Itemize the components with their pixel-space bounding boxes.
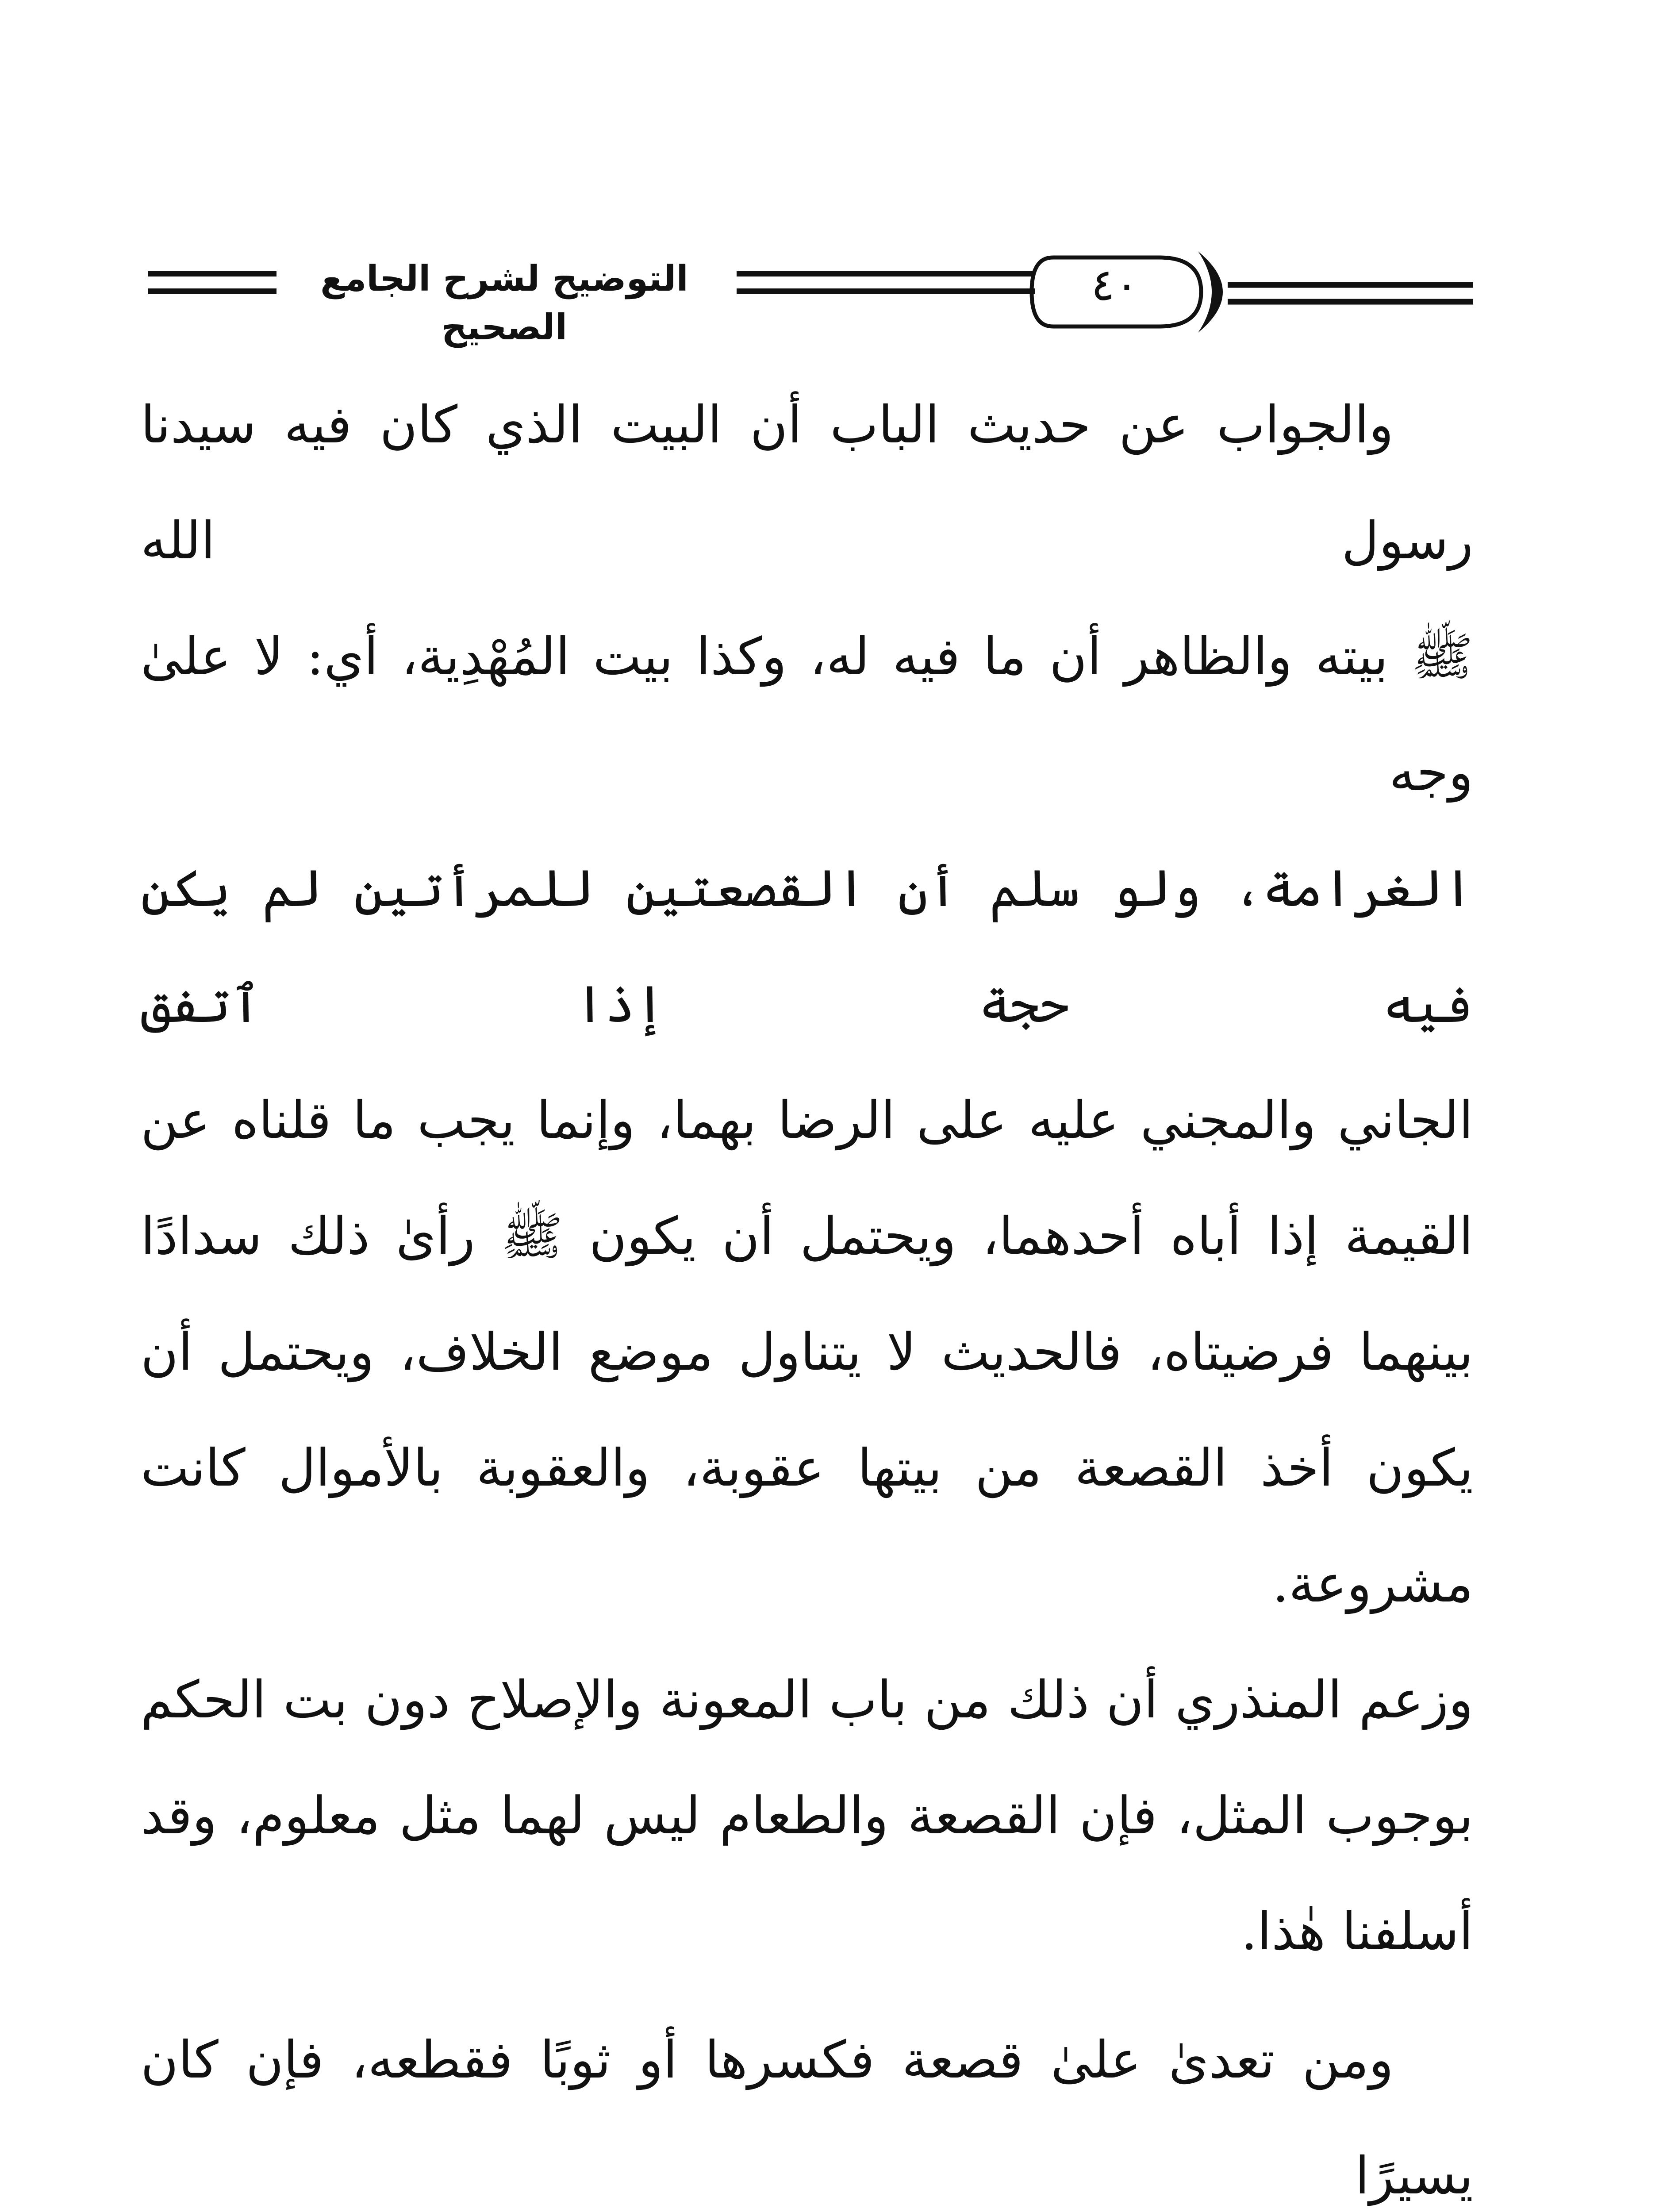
text-line: ﷺ بيته والظاهر أن ما فيه له، وكذا بيت المُهْدِية، أي: لا علىٰ وجه	[141, 627, 1473, 803]
text-line: بينهما فرضيتاه، فالحديث لا يتناول موضع الخلاف، ويحتمل أن	[141, 1322, 1473, 1382]
text-line: الجاني والمجني عليه على الرضا بهما، وإنما يجب ما قلناه عن	[141, 1091, 1474, 1150]
header-rule-middle-top	[737, 271, 1035, 276]
header-rule-middle-bottom	[737, 288, 1035, 294]
header-rule-left-top	[148, 271, 276, 276]
header-rule-left-bottom	[148, 288, 276, 294]
text-line: الغرامة، ولو سلم أن القصعتين للمرأتين لم يكن فيه حجة إذا ٱتفق	[141, 859, 1473, 1034]
text-line: يكون أخذ القصعة من بيتها عقوبة، والعقوبة بالأموال كانت مشروعة.	[141, 1438, 1473, 1614]
text-line: أسلفنا هٰذا.	[1241, 1902, 1473, 1962]
page-number: ٤٠	[1091, 259, 1139, 311]
running-header	[0, 0, 1659, 389]
text-line: وزعم المنذري أن ذلك من باب المعونة والإصلاح دون بت الحكم	[141, 1670, 1473, 1730]
body-text	[141, 367, 1473, 2212]
text-line: بوجوب المثل، فإن القصعة والطعام ليس لهما مثل معلوم، وقد	[141, 1786, 1473, 1846]
text-line: ومن تعدىٰ علىٰ قصعة فكسرها أو ثوبًا فقطعه، فإن كان يسيرًا	[141, 2030, 1473, 2206]
text-line: القيمة إذا أباه أحدهما، ويحتمل أن يكون ﷺ رأىٰ ذلك سدادًا	[141, 1206, 1473, 1266]
page-title: التوضيح لشرح الجامع الصحيح	[320, 258, 688, 348]
text-line: والجواب عن حديث الباب أن البيت الذي كان فيه سيدنا رسول الله	[141, 395, 1473, 571]
